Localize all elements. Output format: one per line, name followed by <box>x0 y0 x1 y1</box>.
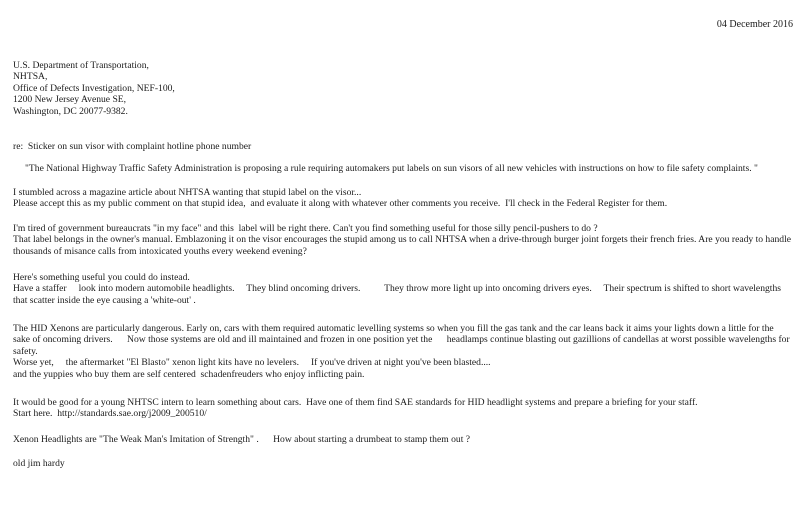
signature-text: old jim hardy <box>13 458 65 469</box>
subject-line <box>13 141 793 152</box>
address-line: NHTSA, <box>13 71 48 83</box>
quote-text: "The National Highway Traffic Safety Administration is proposing a rule requiring automakers put labels on sun visors of all new vehicles with instructions on how to file safety complaints. " <box>25 163 758 174</box>
paragraph-3 <box>13 272 793 306</box>
address-line: U.S. Department of Transportation, <box>13 60 149 71</box>
paragraph-line: The HID Xenons are particularly dangerous. Early on, cars with them required automatic levelling systems so when you fill the gas tank and the car leans back it aims your lights down a little for the sake of oncoming drivers. Now those systems are old and ill maintained and frozen in one position yet the headlamps continue blasting out gazillions of candellas at worst possible wavelengths for safety. <box>13 323 793 357</box>
paragraph-6 <box>13 434 793 445</box>
paragraph-line: Xenon Headlights are "The Weak Man's Imitation of Strength" . How about starting a drumbeat to stamp them out ? <box>13 434 471 445</box>
quoted-passage <box>13 163 793 174</box>
signature <box>13 458 793 469</box>
paragraph-line: Have a staffer look into modern automobile headlights. They blind oncoming drivers. They throw more light up into oncoming drivers eyes. Their spectrum is shifted to short wavelengths that scatter inside the eye causing a 'white-out' . <box>13 283 784 306</box>
paragraph-line: Please accept this as my public comment on that stupid idea, and evaluate it along with whatever other comments you receive. I'll check in the Federal Register for them. <box>13 198 668 210</box>
paragraph-1 <box>13 187 793 210</box>
address-line: Washington, DC 20077-9382. <box>13 105 128 117</box>
address-line: 1200 New Jersey Avenue SE, <box>13 94 127 106</box>
paragraph-line: I'm tired of government bureaucrats "in my face" and this label will be right there. Can't you find something useful for those silly pencil-pushers to do ? <box>13 223 598 234</box>
paragraph-line: That label belongs in the owner's manual. Emblazoning it on the visor encourages the stupid among us to call NHTSA when a drive-through burger joint forgets their french fries. Are you ready to handle thousands of misance calls from intoxicated youths every weekend evening? <box>13 234 792 257</box>
paragraph-line: Here's something useful you could do instead. <box>13 272 190 283</box>
paragraph-2 <box>13 223 793 257</box>
paragraph-5 <box>13 397 793 420</box>
letter-date: 04 December 2016 <box>716 19 793 30</box>
recipient-address <box>13 60 793 117</box>
paragraph-line: Worse yet, the aftermarket "El Blasto" xenon light kits have no levelers. If you've driven at night you've been blasted.... <box>13 357 491 369</box>
letter-page <box>13 0 793 507</box>
address-line: Office of Defects Investigation, NEF-100, <box>13 82 175 94</box>
paragraph-line: It would be good for a young NHTSC intern to learn something about cars. Have one of them find SAE standards for HID headlight systems and prepare a briefing for your staff. <box>13 397 698 408</box>
paragraph-line: and the yuppies who buy them are self centered schadenfreuders who enjoy inflicting pain. <box>13 368 365 380</box>
paragraph-line: I stumbled across a magazine article about NHTSA wanting that stupid label on the visor... <box>13 187 362 198</box>
paragraph-line: Start here. http://standards.sae.org/j2009_200510/ <box>13 408 207 420</box>
paragraph-4 <box>13 323 793 380</box>
subject-text: re: Sticker on sun visor with complaint hotline phone number <box>13 141 252 152</box>
